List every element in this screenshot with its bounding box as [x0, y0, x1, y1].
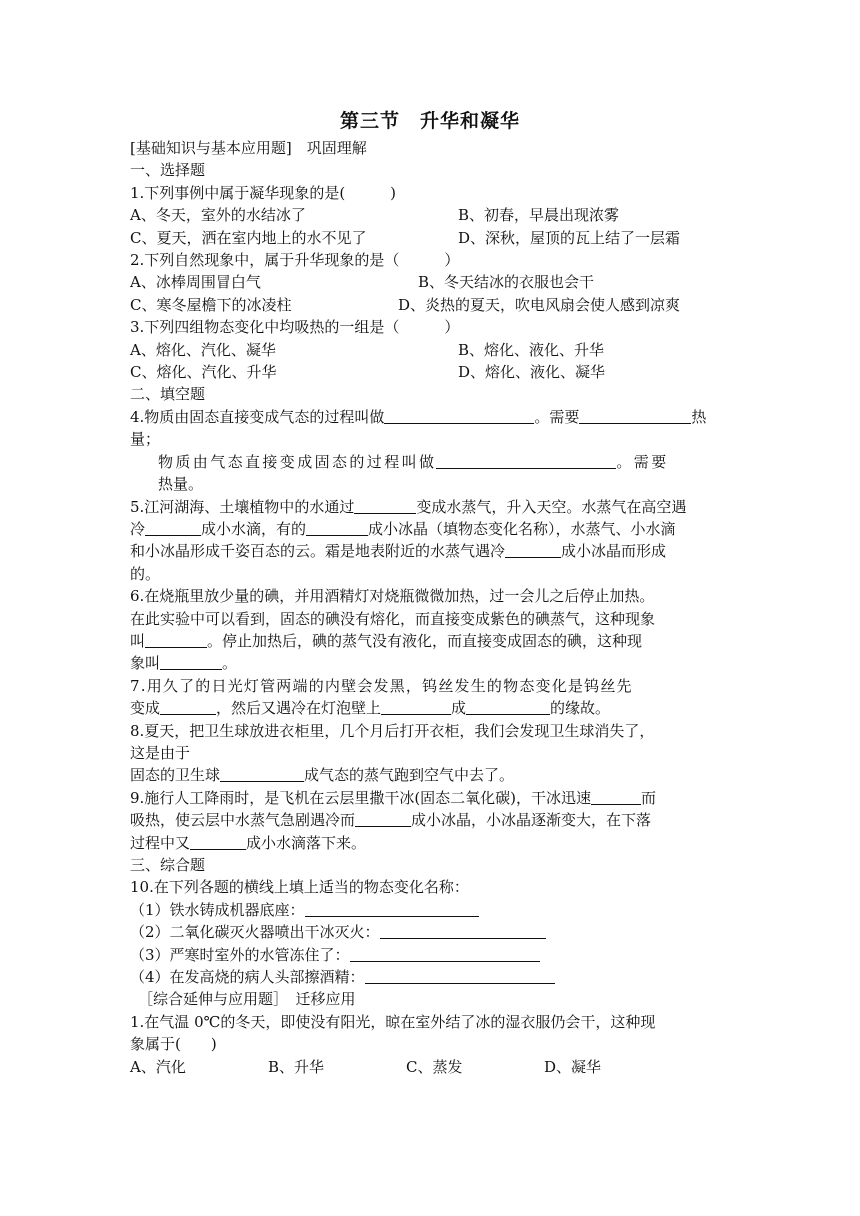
- q10-blank-2[interactable]: [380, 922, 546, 939]
- q5-blank-3[interactable]: [306, 519, 368, 536]
- q2-option-c: C、寒冬屋檐下的冰凌柱: [130, 295, 292, 314]
- q1-option-c: C、夏天，洒在室内地上的水不见了: [130, 228, 367, 247]
- q5-blank-2[interactable]: [145, 519, 201, 536]
- extension-question-1-options: [130, 1056, 730, 1078]
- question-5-line-4: 的。: [130, 564, 161, 583]
- q8-text-4: 成气态的蒸气跑到空气中去了。: [304, 766, 515, 785]
- q7-blank-2[interactable]: [381, 698, 451, 715]
- q6-text-5: 象叫: [130, 654, 161, 673]
- q9-blank-2[interactable]: [355, 810, 411, 827]
- question-1-stem: 1.下列事例中属于凝华现象的是( ): [130, 183, 397, 202]
- q6-text-3: 叫: [130, 631, 146, 650]
- q2-option-b: B、冬天结冰的衣服也会干: [418, 273, 595, 292]
- q1-option-b: B、初春，早晨出现浓雾: [458, 206, 620, 225]
- page-title: 第三节 升华和凝华: [339, 110, 520, 132]
- q7-text-5: 的缘故。: [550, 699, 611, 718]
- question-10-sub-3: [130, 944, 730, 966]
- q7-blank-3[interactable]: [466, 698, 550, 715]
- q9-text-6: 成小水滴落下来。: [246, 833, 367, 852]
- question-2-options-row-1: [130, 271, 730, 293]
- question-5-line-1: [130, 496, 730, 518]
- question-6-line-1: 6.在烧瓶里放少量的碘，并用酒精灯对烧瓶微微加热，过一会儿之后停止加热。: [130, 587, 655, 606]
- question-2-stem: 2.下列自然现象中，属于升华现象的是（ ）: [130, 251, 460, 270]
- question-5-line-2: [130, 518, 730, 540]
- q3-option-a: A、熔化、汽化、凝华: [130, 340, 276, 359]
- q9-text-3: 吸热，使云层中水蒸气急剧遇冷而: [130, 811, 356, 830]
- q5-text-1: 5.江河湖海、土壤植物中的水通过: [130, 497, 355, 516]
- q1-option-d: D、深秋，屋顶的瓦上结了一层霜: [458, 228, 681, 247]
- question-7-line-1: 7.用久了的日光灯管两端的内壁会发黑，钨丝发生的物态变化是钨丝先: [130, 676, 633, 695]
- q5-text-2: 变成水蒸气，升入天空。水蒸气在高空遇: [416, 497, 687, 516]
- e1-option-c: C、蒸发: [406, 1057, 463, 1076]
- question-10-sub-1: [130, 899, 730, 921]
- q10-sub-1-text: （1）铁水铸成机器底座：: [130, 900, 305, 919]
- q2-option-a: A、冰棒周围冒白气: [130, 273, 261, 292]
- section-heading-comprehensive: 三、综合题: [130, 856, 206, 874]
- q9-text-5: 过程中又: [130, 833, 191, 852]
- question-4-line-3: [130, 451, 730, 473]
- q5-text-7: 成小冰晶而形成: [561, 542, 667, 561]
- q4-blank-3[interactable]: [436, 452, 616, 469]
- q5-blank-4[interactable]: [505, 541, 561, 558]
- q8-blank-1[interactable]: [220, 765, 304, 782]
- question-1-options-row-1: [130, 204, 730, 226]
- worksheet-page: [130, 100, 730, 1078]
- q9-text-4: 成小冰晶，小冰晶逐渐变大，在下落: [411, 811, 652, 830]
- question-3-options-row-2: [130, 361, 730, 383]
- q7-text-2: 变成: [130, 699, 161, 718]
- q3-option-d: D、熔化、液化、凝华: [458, 363, 606, 382]
- question-5-line-3: [130, 540, 730, 562]
- q9-text-1: 9.施行人工降雨时，是飞机在云层里撒干冰(固态二氧化碳)，干冰迅速: [130, 788, 592, 807]
- q9-text-2: 而: [641, 788, 657, 807]
- q4-text-6: 。需要: [616, 452, 669, 471]
- question-3-stem: 3.下列四组物态变化中均吸热的一组是（ ）: [130, 318, 460, 337]
- q7-blank-1[interactable]: [160, 698, 216, 715]
- q7-text-4: 成: [451, 699, 467, 718]
- q5-text-4: 成小水滴，有的: [201, 519, 307, 538]
- e1-option-a: A、汽化: [130, 1057, 186, 1076]
- q10-sub-4-text: （4）在发高烧的病人头部擦酒精：: [130, 968, 365, 987]
- q6-text-4: 。停止加热后，碘的蒸气没有液化，而直接变成固态的碘，这种现: [207, 631, 643, 650]
- question-6-line-3: [130, 630, 730, 652]
- question-3-options-row-1: [130, 339, 730, 361]
- question-9-line-2: [130, 809, 730, 831]
- q4-text-1: 4.物质由固态直接变成气态的过程叫做: [130, 407, 385, 426]
- section-header-basic: [基础知识与基本应用题] 巩固理解: [130, 139, 367, 157]
- question-9-line-3: [130, 832, 730, 854]
- question-4-line-2: 量；: [130, 430, 161, 449]
- q5-text-6: 和小冰晶形成千姿百态的云。霜是地表附近的水蒸气遇冷: [130, 542, 506, 561]
- q5-blank-1[interactable]: [354, 497, 416, 514]
- question-8-line-1: 8.夏天，把卫生球放进衣柜里，几个月后打开衣柜，我们会发现卫生球消失了，: [130, 721, 655, 740]
- question-10-stem: 10.在下列各题的横线上填上适当的物态变化名称：: [130, 878, 469, 897]
- question-9-line-1: [130, 787, 730, 809]
- q7-text-3: ，然后又遇冷在灯泡壁上: [216, 699, 382, 718]
- q10-blank-4[interactable]: [365, 967, 555, 984]
- question-10-sub-2: [130, 921, 730, 943]
- q3-option-b: B、熔化、液化、升华: [458, 340, 605, 359]
- q6-blank-1[interactable]: [145, 631, 207, 648]
- q2-option-d: D、炎热的夏天，吹电风扇会使人感到凉爽: [398, 295, 681, 314]
- section-heading-fill: 二、填空题: [130, 385, 206, 404]
- q9-blank-3[interactable]: [190, 833, 246, 850]
- question-2-options-row-2: [130, 294, 730, 316]
- q8-text-3: 固态的卫生球: [130, 766, 221, 785]
- q10-blank-1[interactable]: [305, 900, 479, 917]
- question-1-options-row-2: [130, 227, 730, 249]
- q6-blank-2[interactable]: [160, 653, 222, 670]
- q4-blank-2[interactable]: [579, 407, 691, 424]
- q1-option-a: A、冬天，室外的水结冰了: [130, 206, 306, 225]
- q10-sub-3-text: （3）严寒时室外的水管冻住了：: [130, 945, 350, 964]
- q10-sub-2-text: （2）二氧化碳灭火器喷出干冰灭火：: [130, 923, 380, 942]
- extension-question-1-line-1: 1.在气温 0℃的冬天，即使没有阳光，晾在室外结了冰的湿衣服仍会干，这种现: [130, 1012, 656, 1031]
- question-4-line-4: 热量。: [158, 475, 204, 494]
- question-10-sub-4: [130, 966, 730, 988]
- question-4-line-1: [130, 406, 730, 428]
- q9-blank-1[interactable]: [591, 788, 641, 805]
- q10-blank-3[interactable]: [350, 945, 540, 962]
- question-6-line-4: [130, 652, 730, 674]
- section-header-extension: ［综合延伸与应用题］ 迁移应用: [138, 990, 356, 1009]
- question-6-line-2: 在此实验中可以看到，固态的碘没有熔化，而直接变成紫色的碘蒸气，这种现象: [130, 609, 656, 628]
- extension-question-1-line-2: 象属于( ): [130, 1035, 217, 1054]
- q4-text-3: 热: [691, 407, 707, 426]
- q4-blank-1[interactable]: [384, 407, 534, 424]
- q4-text-2: 。需要: [534, 407, 580, 426]
- e1-option-d: D、凝华: [544, 1057, 602, 1076]
- e1-option-b: B、升华: [268, 1057, 325, 1076]
- q3-option-c: C、熔化、汽化、升华: [130, 363, 277, 382]
- q5-text-5: 成小冰晶（填物态变化名称），水蒸气、小水滴: [368, 519, 676, 538]
- q6-text-6: 。: [222, 654, 238, 673]
- question-8-line-3: [130, 764, 730, 786]
- question-8-line-2: 这是由于: [130, 743, 191, 762]
- section-heading-choice: 一、选择题: [130, 161, 206, 180]
- question-7-line-2: [130, 697, 730, 719]
- q5-text-3: 冷: [130, 519, 146, 538]
- q4-text-5: 物质由气态直接变成固态的过程叫做: [158, 452, 437, 471]
